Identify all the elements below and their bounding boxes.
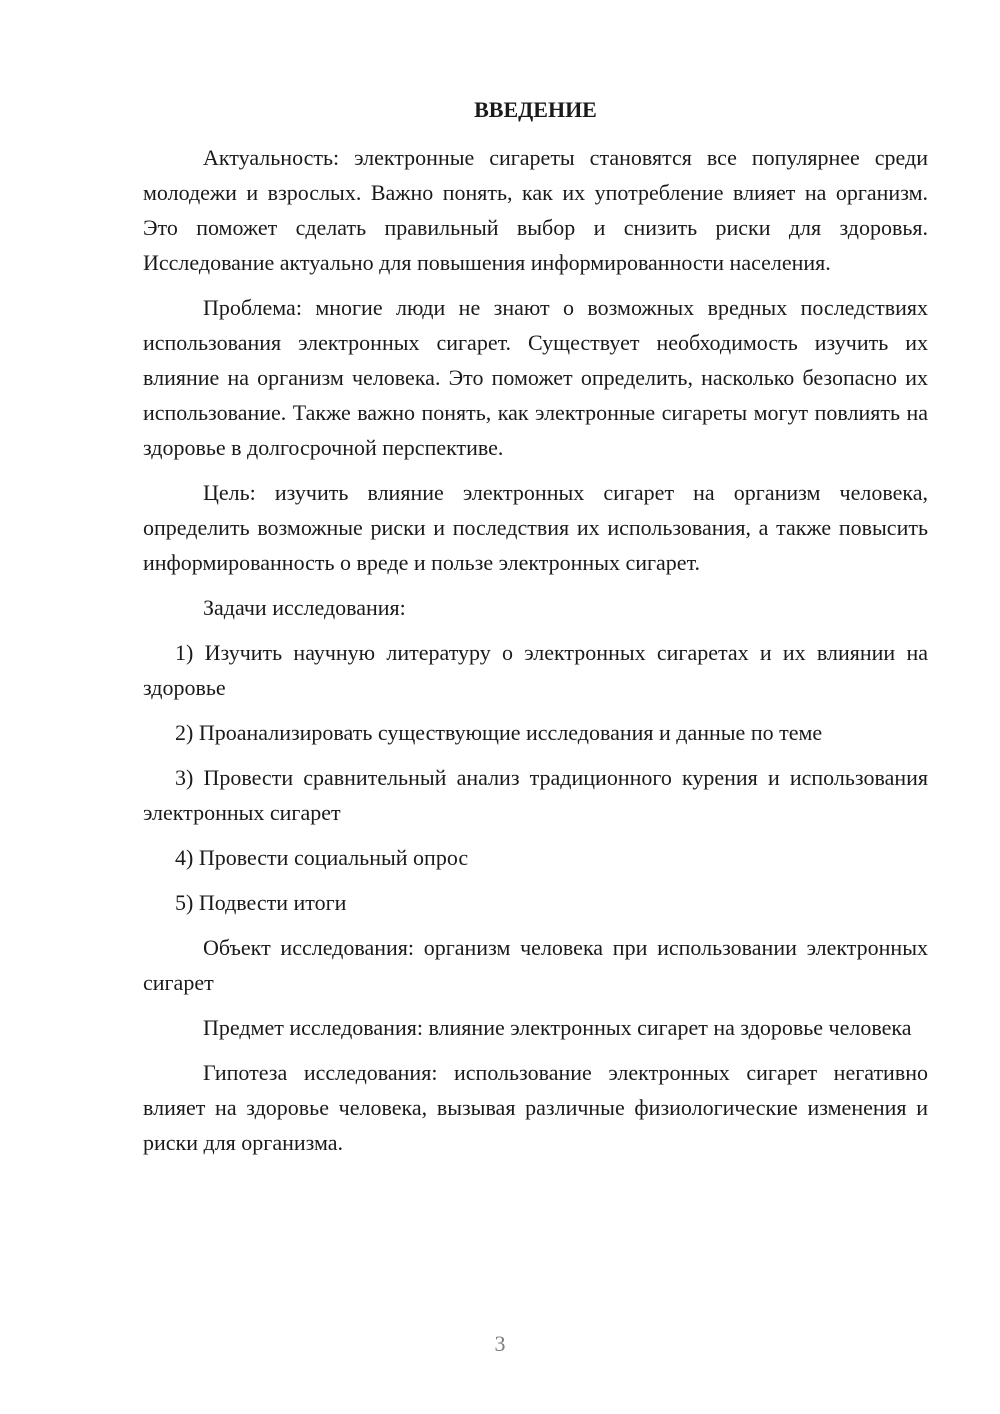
paragraph-hypothesis: Гипотеза исследования: использование электронных сигарет негативно влияет на здоровье человека, вызывая различные физиологические изменения и риски для организма. (143, 1060, 928, 1155)
paragraph-subject: Предмет исследования: влияние электронных сигарет на здоровье человека (203, 1015, 912, 1040)
paragraph-object: Объект исследования: организм человека при использовании электронных сигарет (143, 935, 928, 995)
paragraph-problem: Проблема: многие люди не знают о возможных вредных последствиях использования электронных сигарет. Существует необходимость изучить их влияние на организм человека. Это поможет определить, насколько безопасно их использование. Также важно понять, как электронные сигареты могут повлиять на здоровье в долгосрочной перспективе. (143, 295, 928, 460)
task-item-1: 1) Изучить научную литературу о электронных сигаретах и их влиянии на здоровье (143, 640, 928, 700)
task-item-5: 5) Подвести итоги (175, 890, 347, 915)
task-item-3: 3) Провести сравнительный анализ традиционного курения и использования электронных сигарет (143, 765, 928, 825)
tasks-heading: Задачи исследования: (203, 595, 406, 620)
page-title: ВВЕДЕНИЕ (474, 97, 597, 122)
page-number: 3 (494, 1331, 506, 1356)
page-content (143, 92, 928, 1170)
paragraph-goal: Цель: изучить влияние электронных сигарет на организм человека, определить возможные риски и последствия их использования, а также повысить информированность о вреде и пользе электронных сигарет. (143, 480, 928, 575)
paragraph-relevance: Актуальность: электронные сигареты становятся все популярнее среди молодежи и взрослых. Важно понять, как их употребление влияет на организм. Это поможет сделать правильный выбор и снизить риски для здоровья. Исследование актуально для повышения информированности населения. (143, 145, 928, 275)
task-item-4: 4) Провести социальный опрос (175, 845, 469, 870)
task-item-2: 2) Проанализировать существующие исследования и данные по теме (175, 720, 823, 745)
